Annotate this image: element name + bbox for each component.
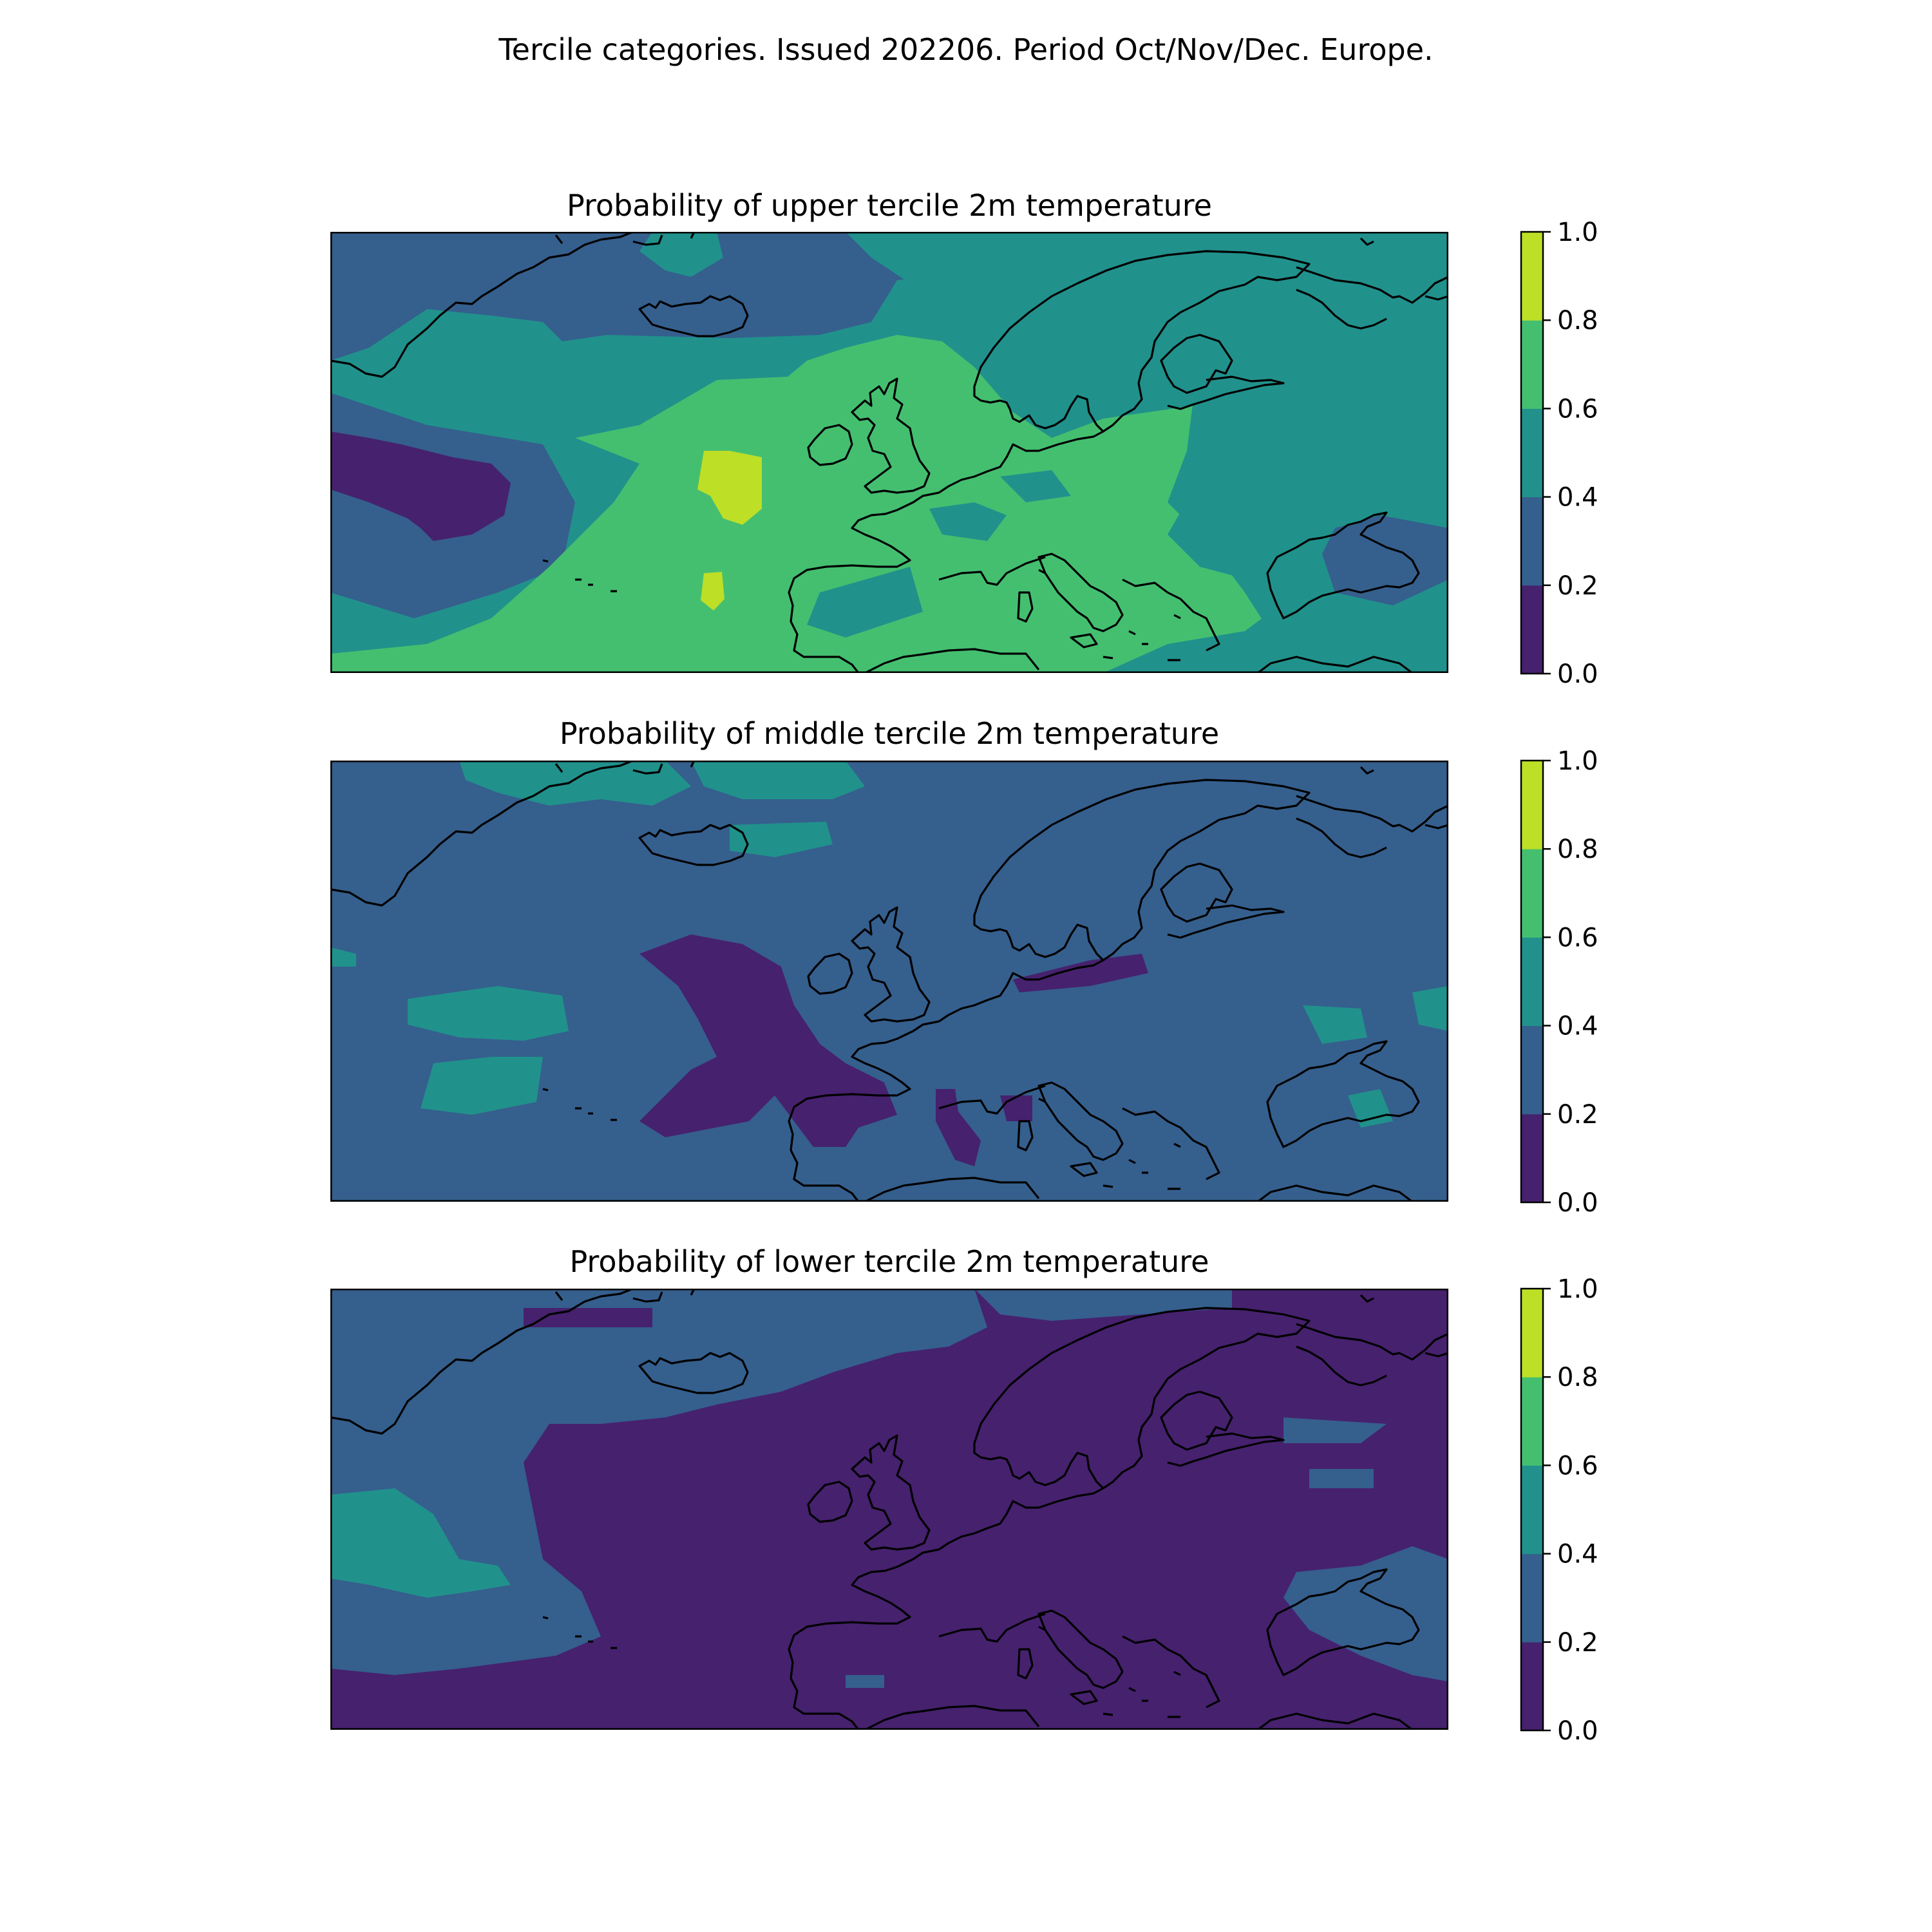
colorbar-tick-label: 0.4 [1557, 482, 1598, 513]
colorbar-tick-label: 0.8 [1557, 835, 1598, 865]
colorbar-ticks [1543, 746, 1598, 1218]
panel-title-middle: Probability of middle tercile 2m temperature [559, 716, 1220, 751]
colorbar-segment [1521, 232, 1543, 321]
map-upper-tercile [330, 232, 1448, 673]
colorbar-tick-label: 0.0 [1557, 1188, 1598, 1218]
colorbar-segment [1521, 1026, 1543, 1115]
colorbar-fill [1521, 761, 1543, 1203]
colorbar-tick-label: 0.4 [1557, 1539, 1598, 1569]
figure-suptitle: Tercile categories. Issued 202206. Period Oct/Nov/Dec. Europe. [498, 32, 1434, 67]
colorbar-segment [1521, 1289, 1543, 1378]
colorbar-segment [1521, 497, 1543, 586]
map-middle-tercile [330, 761, 1448, 1202]
contour-fill-middle [330, 761, 1448, 1202]
colorbar-tick-label: 0.6 [1557, 923, 1598, 953]
colorbar-ticks [1543, 218, 1598, 689]
colorbar-tick-label: 1.0 [1557, 746, 1598, 776]
colorbar-segment [1521, 1465, 1543, 1554]
colorbar-segment [1521, 937, 1543, 1026]
colorbar-segment [1521, 408, 1543, 497]
colorbar-segment [1521, 585, 1543, 674]
colorbar-tick-label: 0.4 [1557, 1011, 1598, 1041]
colorbar-segment [1521, 1114, 1543, 1203]
map-lower-tercile [330, 1289, 1448, 1730]
colorbar-segment [1521, 1377, 1543, 1466]
colorbar-tick-label: 0.0 [1557, 1716, 1598, 1746]
contour-fill-lower [330, 1289, 1448, 1730]
contour-fill-upper [330, 232, 1448, 673]
colorbar-segment [1521, 1554, 1543, 1643]
colorbar-tick-label: 0.2 [1557, 1099, 1598, 1130]
colorbar-segment [1521, 320, 1543, 409]
colorbar-lower [1520, 1274, 1623, 1746]
colorbar-tick-label: 0.2 [1557, 1627, 1598, 1658]
colorbar-tick-label: 0.0 [1557, 659, 1598, 689]
colorbar-segment [1521, 849, 1543, 938]
contour-region-east-low-2 [1309, 1469, 1374, 1488]
colorbar-tick-label: 0.6 [1557, 1451, 1598, 1481]
colorbar-tick-label: 0.6 [1557, 394, 1598, 424]
colorbar-tick-label: 0.2 [1557, 571, 1598, 601]
colorbar-tick-label: 1.0 [1557, 218, 1598, 247]
colorbar-segment [1521, 761, 1543, 849]
colorbar-tick-label: 1.0 [1557, 1274, 1598, 1304]
contour-region-iberia-low [846, 1675, 884, 1688]
panel-title-lower: Probability of lower tercile 2m temperature [569, 1244, 1209, 1279]
colorbar-segment [1521, 1642, 1543, 1731]
contour-level-fill [330, 761, 1448, 1202]
colorbar-ticks [1543, 1274, 1598, 1746]
colorbar-tick-label: 0.8 [1557, 1363, 1598, 1393]
colorbar-upper [1520, 218, 1623, 689]
colorbar-fill [1521, 1289, 1543, 1731]
panel-title-upper: Probability of upper tercile 2m temperature [567, 188, 1212, 223]
colorbar-fill [1521, 232, 1543, 674]
colorbar-middle [1520, 746, 1623, 1218]
colorbar-tick-label: 0.8 [1557, 306, 1598, 336]
